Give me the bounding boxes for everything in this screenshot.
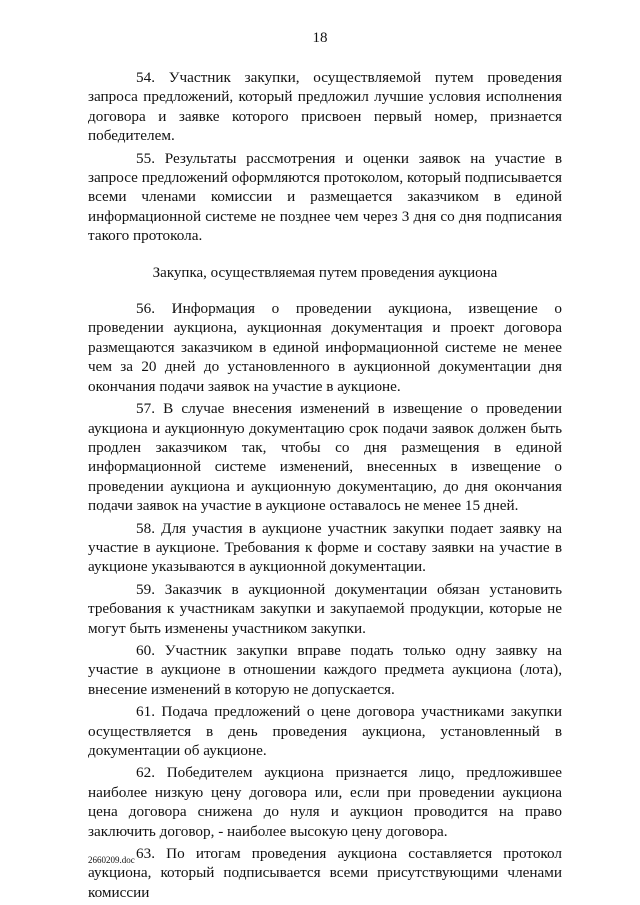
section-heading: Закупка, осуществляемая путем проведения аукциона [152, 264, 498, 281]
page-number: 18 [312, 30, 328, 46]
paragraph-58: 58. Для участия в аукционе участник закупки подает заявку на участие в аукционе. Требования к форме и составу заявки на участие в аукционе указываются в аукционной документации. [88, 519, 562, 576]
paragraph-63: 63. По итогам проведения аукциона составляется протокол аукциона, который подписывается всеми присутствующими членами комиссии [88, 845, 562, 901]
paragraph-61: 61. Подача предложений о цене договора участниками закупки осуществляется в день проведения аукциона, установленный в документации об аукционе. [88, 703, 562, 759]
paragraph-55: 55. Результаты рассмотрения и оценки заявок на участие в запросе предложений оформляются протоколом, который подписывается всеми членами комиссии и размещается заказчиком в единой информационной системе не позднее чем через 3 дня со дня подписания такого протокола. [88, 149, 562, 245]
document-body [88, 68, 562, 905]
paragraph-57: 57. В случае внесения изменений в извещение о проведении аукциона и аукционную документацию срок подачи заявок должен быть продлен заказчиком так, чтобы со дня размещения в единой информационной системе изменений, внесенных в извещение о проведении аукциона и аукционную документацию, до дня окончания подачи заявок на участие в аукционе оставалось не менее 15 дней. [88, 400, 562, 515]
paragraph-59: 59. Заказчик в аукционной документации обязан установить требования к участникам закупки и закупаемой продукции, которые не могут быть изменены участником закупки. [88, 580, 562, 637]
paragraph-54: 54. Участник закупки, осуществляемой путем проведения запроса предложений, который предложил лучшие условия исполнения договора и заявке которого присвоен первый номер, признается победителем. [88, 69, 562, 145]
paragraph-60: 60. Участник закупки вправе подать только одну заявку на участие в аукционе в отношении каждого предмета аукциона (лота), внесение изменений в которую не допускается. [88, 641, 562, 698]
paragraph-56: 56. Информация о проведении аукциона, извещение о проведении аукциона, аукционная документация и проект договора размещаются заказчиком в единой информационной системе не менее чем за 20 дней до установленного в аукционной документации дня окончания подачи заявок на участие в аукционе. [88, 300, 562, 395]
footer-filename: 2660209.doc [88, 855, 135, 865]
paragraph-62: 62. Победителем аукциона признается лицо, предложившее наиболее низкую цену договора или, если при проведении аукциона цена договора снижена до нуля и аукцион проводится на право заключить договор, - наиболее высокую цену договора. [88, 764, 562, 840]
